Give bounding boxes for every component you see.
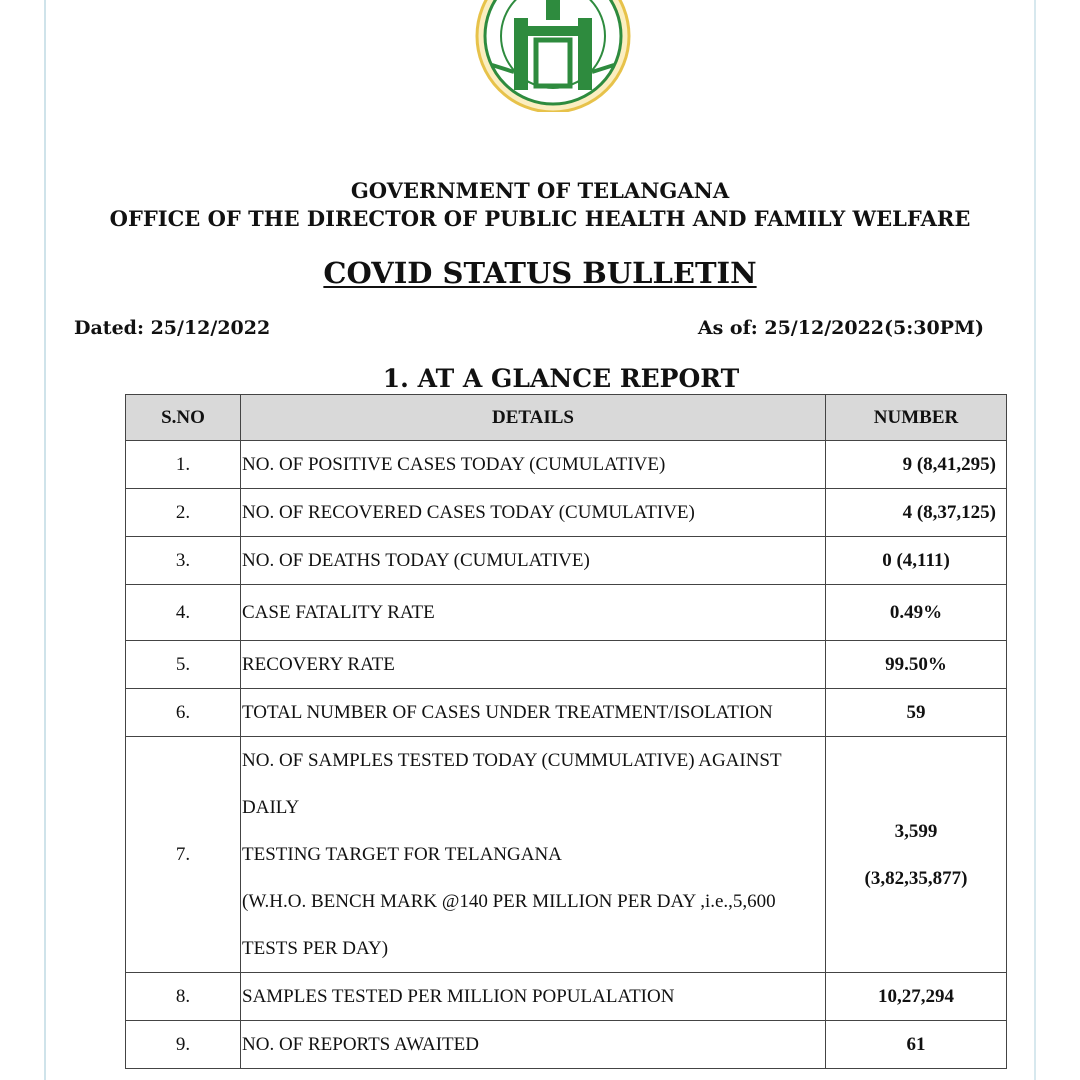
row-details: NO. OF REPORTS AWAITED (241, 1021, 826, 1069)
row-sno: 4. (126, 585, 241, 641)
table-row (126, 737, 1007, 973)
row-details: SAMPLES TESTED PER MILLION POPULALATION (241, 973, 826, 1021)
row-sno: 5. (126, 641, 241, 689)
row-number: 61 (826, 1021, 1007, 1069)
glance-report-table (125, 394, 1007, 1069)
section-title: 1. AT A GLANCE REPORT (382, 364, 740, 393)
row-details-line: TESTING TARGET FOR TELANGANA (242, 844, 562, 865)
row-number: 0.49% (826, 585, 1007, 641)
row-details (241, 737, 826, 973)
table-row (126, 973, 1007, 1021)
government-heading: GOVERNMENT OF TELANGANA (350, 178, 730, 203)
column-header-details: DETAILS (241, 395, 826, 441)
table-row (126, 441, 1007, 489)
row-details: CASE FATALITY RATE (241, 585, 826, 641)
table-row (126, 489, 1007, 537)
row-number: 10,27,294 (826, 973, 1007, 1021)
row-sno: 3. (126, 537, 241, 585)
table-row (126, 1021, 1007, 1069)
column-header-number: NUMBER (826, 395, 1007, 441)
row-sno: 1. (126, 441, 241, 489)
table-row (126, 689, 1007, 737)
office-heading: OFFICE OF THE DIRECTOR OF PUBLIC HEALTH AND FAMILY WELFARE (109, 206, 971, 231)
row-details: NO. OF POSITIVE CASES TODAY (CUMULATIVE) (241, 441, 826, 489)
row-details: TOTAL NUMBER OF CASES UNDER TREATMENT/ISOLATION (241, 689, 826, 737)
page-edge-right (1034, 0, 1036, 1080)
row-number: 4 (8,37,125) (826, 489, 1007, 537)
table-row (126, 537, 1007, 585)
row-number: 9 (8,41,295) (826, 441, 1007, 489)
row-sno: 9. (126, 1021, 241, 1069)
row-sno: 2. (126, 489, 241, 537)
row-details-line: (W.H.O. BENCH MARK @140 PER MILLION PER DAY ,i.e.,5,600 (242, 891, 776, 912)
table-row (126, 641, 1007, 689)
row-number-line: (3,82,35,877) (864, 867, 968, 889)
row-number (826, 737, 1007, 973)
row-details: NO. OF DEATHS TODAY (CUMULATIVE) (241, 537, 826, 585)
column-header-sno: S.NO (126, 395, 241, 441)
row-sno: 8. (126, 973, 241, 1021)
row-sno: 7. (126, 737, 241, 973)
row-number: 0 (4,111) (826, 537, 1007, 585)
row-number: 99.50% (826, 641, 1007, 689)
table-row (126, 585, 1007, 641)
row-details: NO. OF RECOVERED CASES TODAY (CUMULATIVE) (241, 489, 826, 537)
as-of-label: As of: 25/12/2022(5:30PM) (697, 317, 984, 339)
row-details-line: NO. OF SAMPLES TESTED TODAY (CUMMULATIVE) AGAINST DAILY (242, 750, 782, 818)
row-details: RECOVERY RATE (241, 641, 826, 689)
row-sno: 6. (126, 689, 241, 737)
row-number: 59 (826, 689, 1007, 737)
dated-label: Dated: 25/12/2022 (74, 317, 271, 339)
page-title: COVID STATUS BULLETIN (323, 256, 757, 290)
row-details-line: TESTS PER DAY) (242, 938, 389, 959)
page-edge-left (44, 0, 46, 1080)
row-number-line: 3,599 (894, 820, 938, 842)
telangana-emblem-icon (462, 0, 644, 112)
table-header-row (126, 395, 1007, 441)
